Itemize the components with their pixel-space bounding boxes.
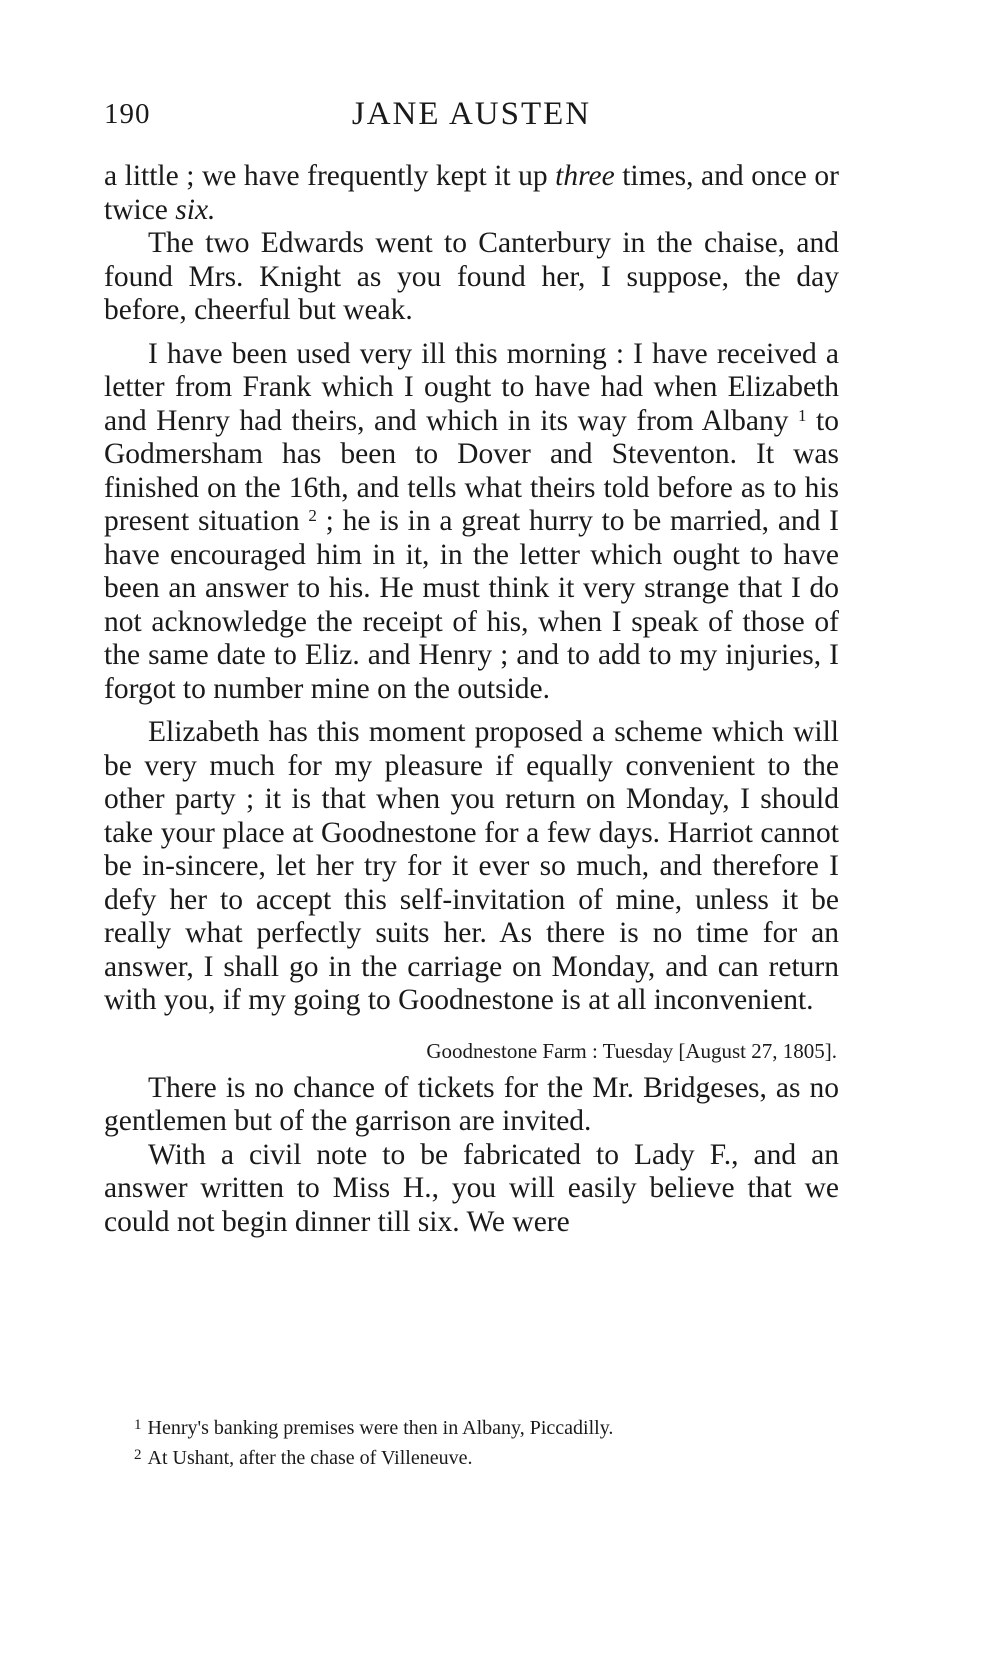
page-number: 190 <box>104 98 151 130</box>
dateline: Goodnestone Farm : Tuesday [August 27, 1805]. <box>426 1038 837 1063</box>
footnote-2 <box>134 1442 854 1472</box>
paragraph-1-text-b: times, and once or twice <box>104 160 839 226</box>
paragraph-2: The two Edwards went to Canterbury in the chaise, and found Mrs. Knight as you found her, I suppose, the day before, cheerful but weak. <box>104 227 839 326</box>
letter-body <box>104 160 839 1239</box>
footnote-mark-1: 1 <box>134 1417 142 1433</box>
paragraph-3 <box>104 338 839 707</box>
paragraph-1 <box>104 160 839 227</box>
paragraph-3-text-a: I have been used very ill this morning : I have received a letter from Frank which I ought to have had when Elizabeth and Henry had theirs, and which in its way from Albany <box>104 337 839 437</box>
paragraph-5: There is no chance of tickets for the Mr. Bridgeses, as no gentlemen but of the garrison are invited. <box>104 1071 839 1137</box>
paragraph-3-text-b: to Godmersham has been to Dover and Steventon. It was finished on the 16th, and tells what theirs told before as to his present situation <box>104 404 839 537</box>
footnote-text-2: At Ushant, after the chase of Villeneuve. <box>147 1447 473 1469</box>
footnote-1 <box>134 1412 854 1442</box>
emphasis-six: six. <box>175 193 216 226</box>
footnote-ref-1[interactable]: 1 <box>798 405 807 425</box>
footnote-mark-2: 2 <box>134 1447 142 1463</box>
footnote-ref-2[interactable]: 2 <box>308 506 317 525</box>
paragraph-1-text-a: a little ; we have frequently kept it up <box>104 160 556 192</box>
footnote-text-1: Henry's banking premises were then in Albany, Piccadilly. <box>147 1417 614 1439</box>
footnotes <box>134 1412 854 1472</box>
paragraph-4: Elizabeth has this moment proposed a scheme which will be very much for my pleasure if equally convenient to the other party ; it is that when you return on Monday, I should take your place at Goodnestone for a few days. Harriot cannot be in-sincere, let her try for it ever so much, and therefore I defy her to accept this self-invitation of mine, unless it be really what perfectly suits her. As there is no time for an answer, I shall go in the carriage on Monday, and can return with you, if my going to Goodnestone is at all inconvenient. <box>104 716 839 1016</box>
page-header <box>104 98 839 144</box>
paragraph-3-text-c: ; he is in a great hurry to be married, and I have encouraged him in it, in the letter which ought to have been an answer to his. He must think it very strange that I do not acknowledge the receipt of his, when I speak of those of the same date to Eliz. and Henry ; and to add to my injuries, I forgot to number mine on the outside. <box>104 505 840 705</box>
paragraph-6: With a civil note to be fabricated to Lady F., and an answer written to Miss H., you will easily believe that we could not begin dinner till six. We were <box>104 1138 839 1238</box>
emphasis-three: three <box>555 160 615 192</box>
running-title: JANE AUSTEN <box>351 96 592 132</box>
